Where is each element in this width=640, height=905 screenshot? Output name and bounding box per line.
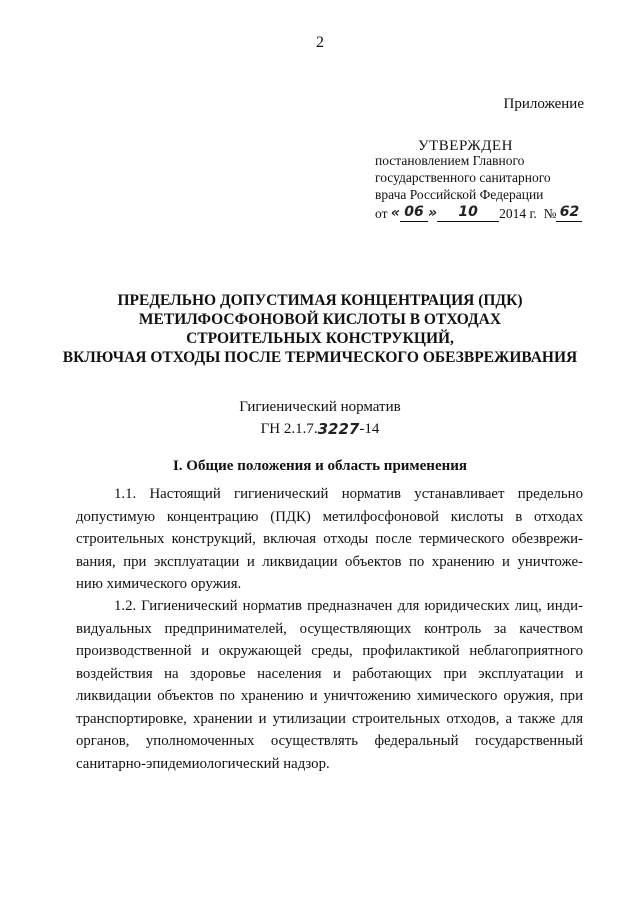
norm-type: Гигиенический норматив — [239, 399, 401, 415]
decree-line: постановлением Главного — [375, 153, 525, 168]
appendix-label: Приложение — [503, 96, 584, 112]
number-blank — [556, 203, 582, 222]
decree-line: врача Российской Федерации — [375, 187, 544, 202]
title-line: МЕТИЛФОСФОНОВОЙ КИСЛОТЫ В ОТХОДАХ — [138, 311, 502, 328]
paragraph-line: 1.2. Гигиенический норматив предназначен для юридических лиц, инди- — [114, 598, 583, 614]
paragraph-1-2 — [76, 595, 583, 775]
paragraph-line: органов, уполномоченных осуществлять федеральный государственный — [76, 733, 583, 749]
date-open-quote: « — [390, 205, 400, 221]
paragraph-line: санитарно-эпидемиологический надзор. — [76, 755, 330, 772]
title-line: СТРОИТЕЛЬНЫХ КОНСТРУКЦИЙ, — [186, 330, 454, 347]
date-month-blank — [437, 203, 499, 222]
norm-code-suffix: -14 — [359, 421, 380, 437]
approved-label: УТВЕРЖДЕН — [418, 138, 513, 154]
paragraph-line: ликвидации объектов по хранению и уничтожению химического оружия, при — [76, 688, 583, 704]
date-prefix: от — [375, 206, 388, 221]
decree-line: государственного санитарного — [375, 170, 551, 185]
norm-code-prefix: ГН 2.1.7. — [260, 421, 318, 437]
paragraph-line: нию химического оружия. — [76, 576, 242, 592]
paragraph-line: транспортировке, хранении и утилизации строительных отходов, а также для — [76, 710, 583, 727]
norm-code-number: 3227 — [317, 420, 360, 438]
paragraph-line: производственной и окружающей среды, профилактикой неблагоприятного — [76, 643, 583, 659]
paragraph-line: допустимую концентрацию (ПДК) метилфосфоновой кислоты в отходах — [76, 508, 583, 525]
paragraph-1-1 — [76, 483, 583, 596]
paragraph-line: строительных конструкций, включая отходы после термического обезврежи- — [76, 531, 583, 547]
document-title — [0, 291, 640, 367]
paragraph-line: 1.1. Настоящий гигиенический норматив устанавливает предельно — [114, 486, 583, 502]
section-heading: I. Общие положения и область применения — [172, 458, 468, 474]
paragraph-line: воздействия на здоровье населения и работающих при эксплуатации и — [76, 665, 583, 682]
date-day: 06 — [404, 204, 424, 220]
paragraph-line: вания, при эксплуатации и ликвидации объектов по хранению и уничтоже- — [76, 553, 583, 570]
number-sign: № — [543, 206, 557, 221]
date-year: 2014 г. — [499, 206, 537, 221]
date-day-blank — [400, 203, 428, 222]
paragraph-line: видуальных предпринимателей, осуществляющих контроль за качеством — [76, 620, 583, 637]
decree-date — [375, 203, 582, 222]
date-close-quote: » — [427, 205, 438, 221]
norm-code — [0, 420, 640, 438]
title-line: ПРЕДЕЛЬНО ДОПУСТИМАЯ КОНЦЕНТРАЦИЯ (ПДК) — [117, 292, 523, 309]
page-number: 2 — [316, 34, 324, 51]
date-month: 10 — [458, 204, 478, 220]
title-line: ВКЛЮЧАЯ ОТХОДЫ ПОСЛЕ ТЕРМИЧЕСКОГО ОБЕЗВРЕЖИВАНИЯ — [62, 349, 578, 366]
decree-number: 62 — [559, 204, 580, 220]
